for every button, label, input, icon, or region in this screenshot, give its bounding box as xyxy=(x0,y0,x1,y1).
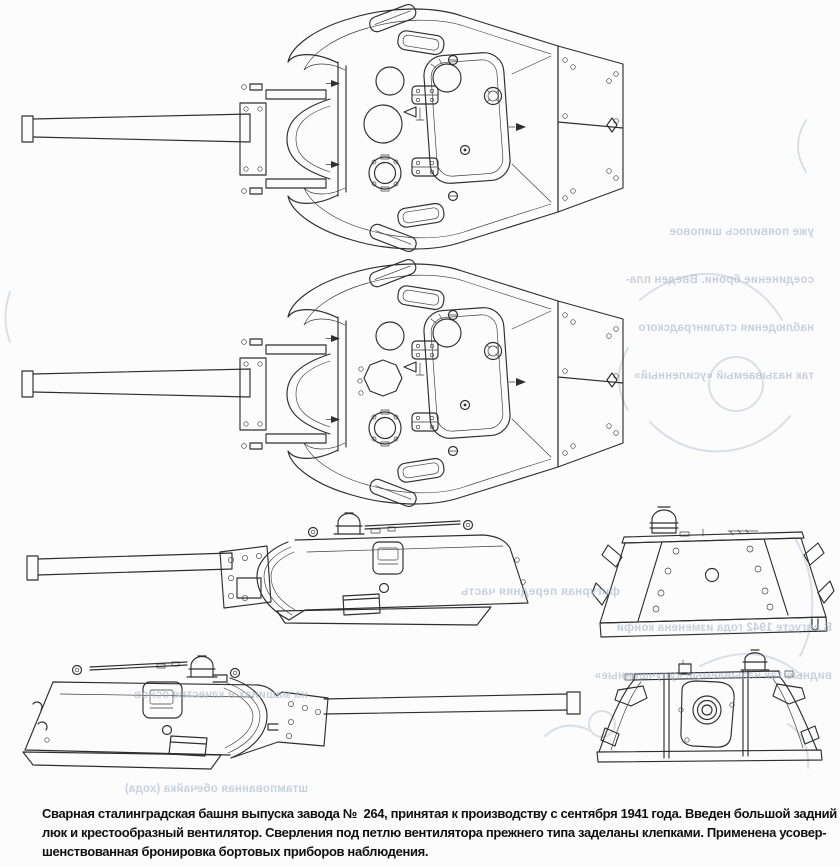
turret-rear-view-figure xyxy=(588,503,838,653)
side-pistol-port-round xyxy=(364,105,402,143)
figure-caption xyxy=(42,804,837,861)
caption-line: Сварная сталинградская башня выпуска завода № 264, принятая к производству с сентября 1941 года. Введен большой задний xyxy=(42,806,837,821)
turret-side-view-gun-right-figure xyxy=(15,652,590,792)
turret-top-view-figure-2 xyxy=(0,255,632,507)
turret-side-view-gun-left-figure xyxy=(5,512,580,652)
turret-top-view-figure-1 xyxy=(0,0,632,252)
bleedthrough-text-top-right: уже появилось шиповое соединение брони. Введен пла- наблюдения сталинградского так называемый «усиленный» xyxy=(625,226,814,382)
side-pistol-port-octagonal xyxy=(364,360,402,396)
turret-front-view-figure xyxy=(585,648,835,798)
bleedthrough-text-bottom-left: на машинах в качестве основ штампованная обечайка (хода) xyxy=(124,689,308,795)
bleedthrough-text-mid-right: В августе 1942 года изменена конфи видные так называемые «улучшенные» xyxy=(594,622,832,682)
caption-line: люк и крестообразный вентилятор. Сверления под петлю вентилятора прежнего типа заделаны клепками. Применена усовер- xyxy=(42,825,827,840)
bleedthrough-text-side-view: фигурная передняя часть xyxy=(460,584,620,598)
caption-line: шенствованная бронировка бортовых приборов наблюдения. xyxy=(42,844,429,859)
